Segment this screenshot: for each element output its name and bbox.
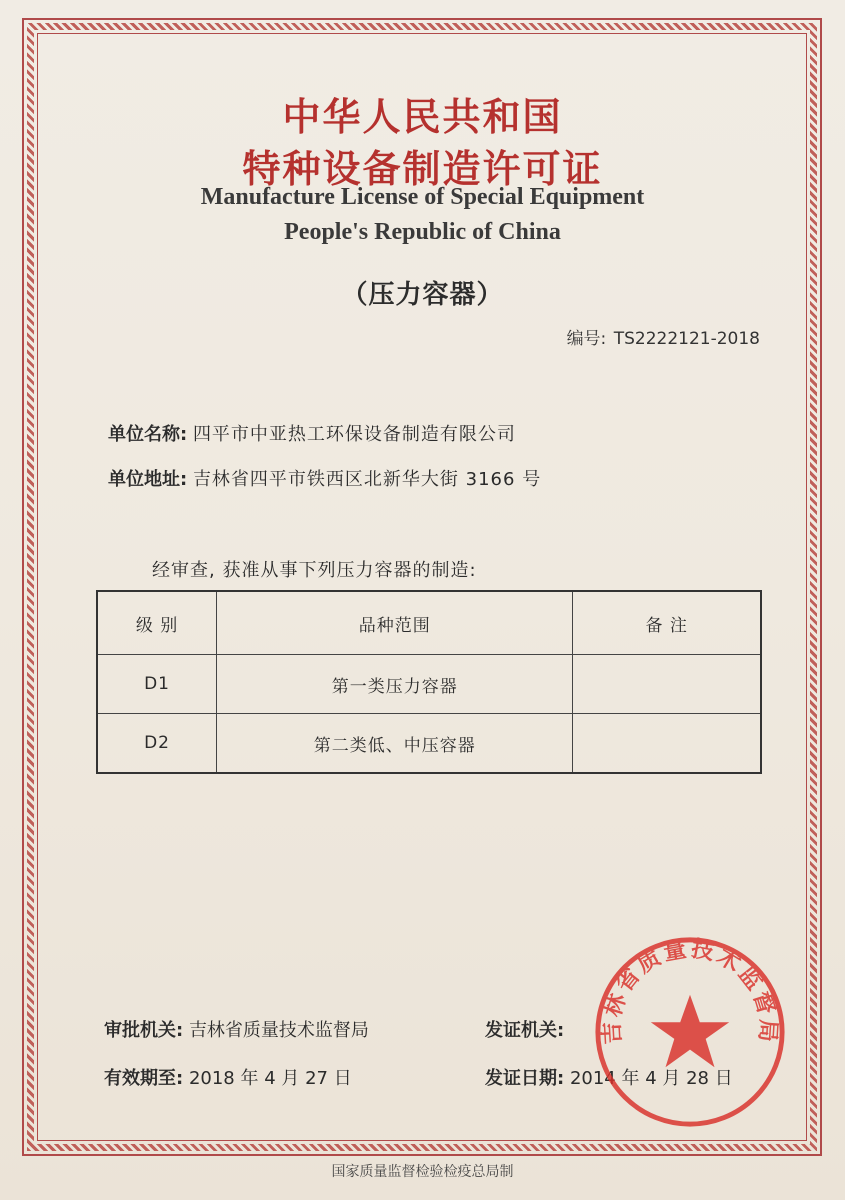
certificate-number-label: 编号: [566,329,607,349]
issue-date-label: 发证日期: [485,1068,565,1089]
table-row [97,714,761,774]
official-seal [592,934,788,1130]
header-note: 备 注 [573,591,761,655]
seal-text-path: 吉林省质量技术监督局 [598,935,782,1046]
valid-until-label: 有效期至: [104,1068,184,1089]
title-english-line1: Manufacture License of Special Equipment [200,184,645,210]
valid-until-value: 2018 年 4 月 27 日 [188,1068,352,1089]
valid-until-row [104,1064,352,1090]
issue-date-value: 2014 年 4 月 28 日 [569,1068,733,1089]
table-header-row [97,591,761,655]
cell-note [573,655,761,714]
header-scope: 品种范围 [217,591,573,655]
approval-authority-row [104,1016,369,1042]
company-address-label: 单位地址: [108,469,188,490]
cell-scope: 第一类压力容器 [217,655,573,714]
issuing-authority-label: 发证机关: [485,1020,565,1041]
approval-intro: 经审查, 获准从事下列压力容器的制造: [152,560,477,581]
company-name-row [108,420,516,446]
title-chinese-line1: 中华人民共和国 [282,95,563,139]
cell-scope: 第二类低、中压容器 [217,714,573,774]
company-address-value: 吉林省四平市铁西区北新华大街 3166 号 [192,469,542,490]
cell-grade: D1 [97,655,217,714]
title-chinese-line2: 特种设备制造许可证 [242,147,603,191]
license-scope-table [96,590,762,774]
cell-grade: D2 [97,714,217,774]
certificate-number [567,324,760,349]
header-grade: 级 别 [97,591,217,655]
company-address-row [108,465,541,491]
approval-authority-label: 审批机关: [104,1020,184,1041]
table-row [97,655,761,714]
cell-note [573,714,761,774]
issuing-authority-row [485,1016,564,1042]
certificate-number-value: TS2222121-2018 [613,329,760,349]
issuer-footer-mark: 国家质量监督检验检疫总局制 [331,1164,514,1180]
certificate-category: （压力容器） [341,280,504,310]
seal-star-icon [651,995,729,1068]
company-name-label: 单位名称: [108,424,188,445]
title-english-line2: People's Republic of China [284,219,561,245]
approval-authority-value: 吉林省质量技术监督局 [188,1020,369,1041]
company-name-value: 四平市中亚热工环保设备制造有限公司 [192,424,516,445]
